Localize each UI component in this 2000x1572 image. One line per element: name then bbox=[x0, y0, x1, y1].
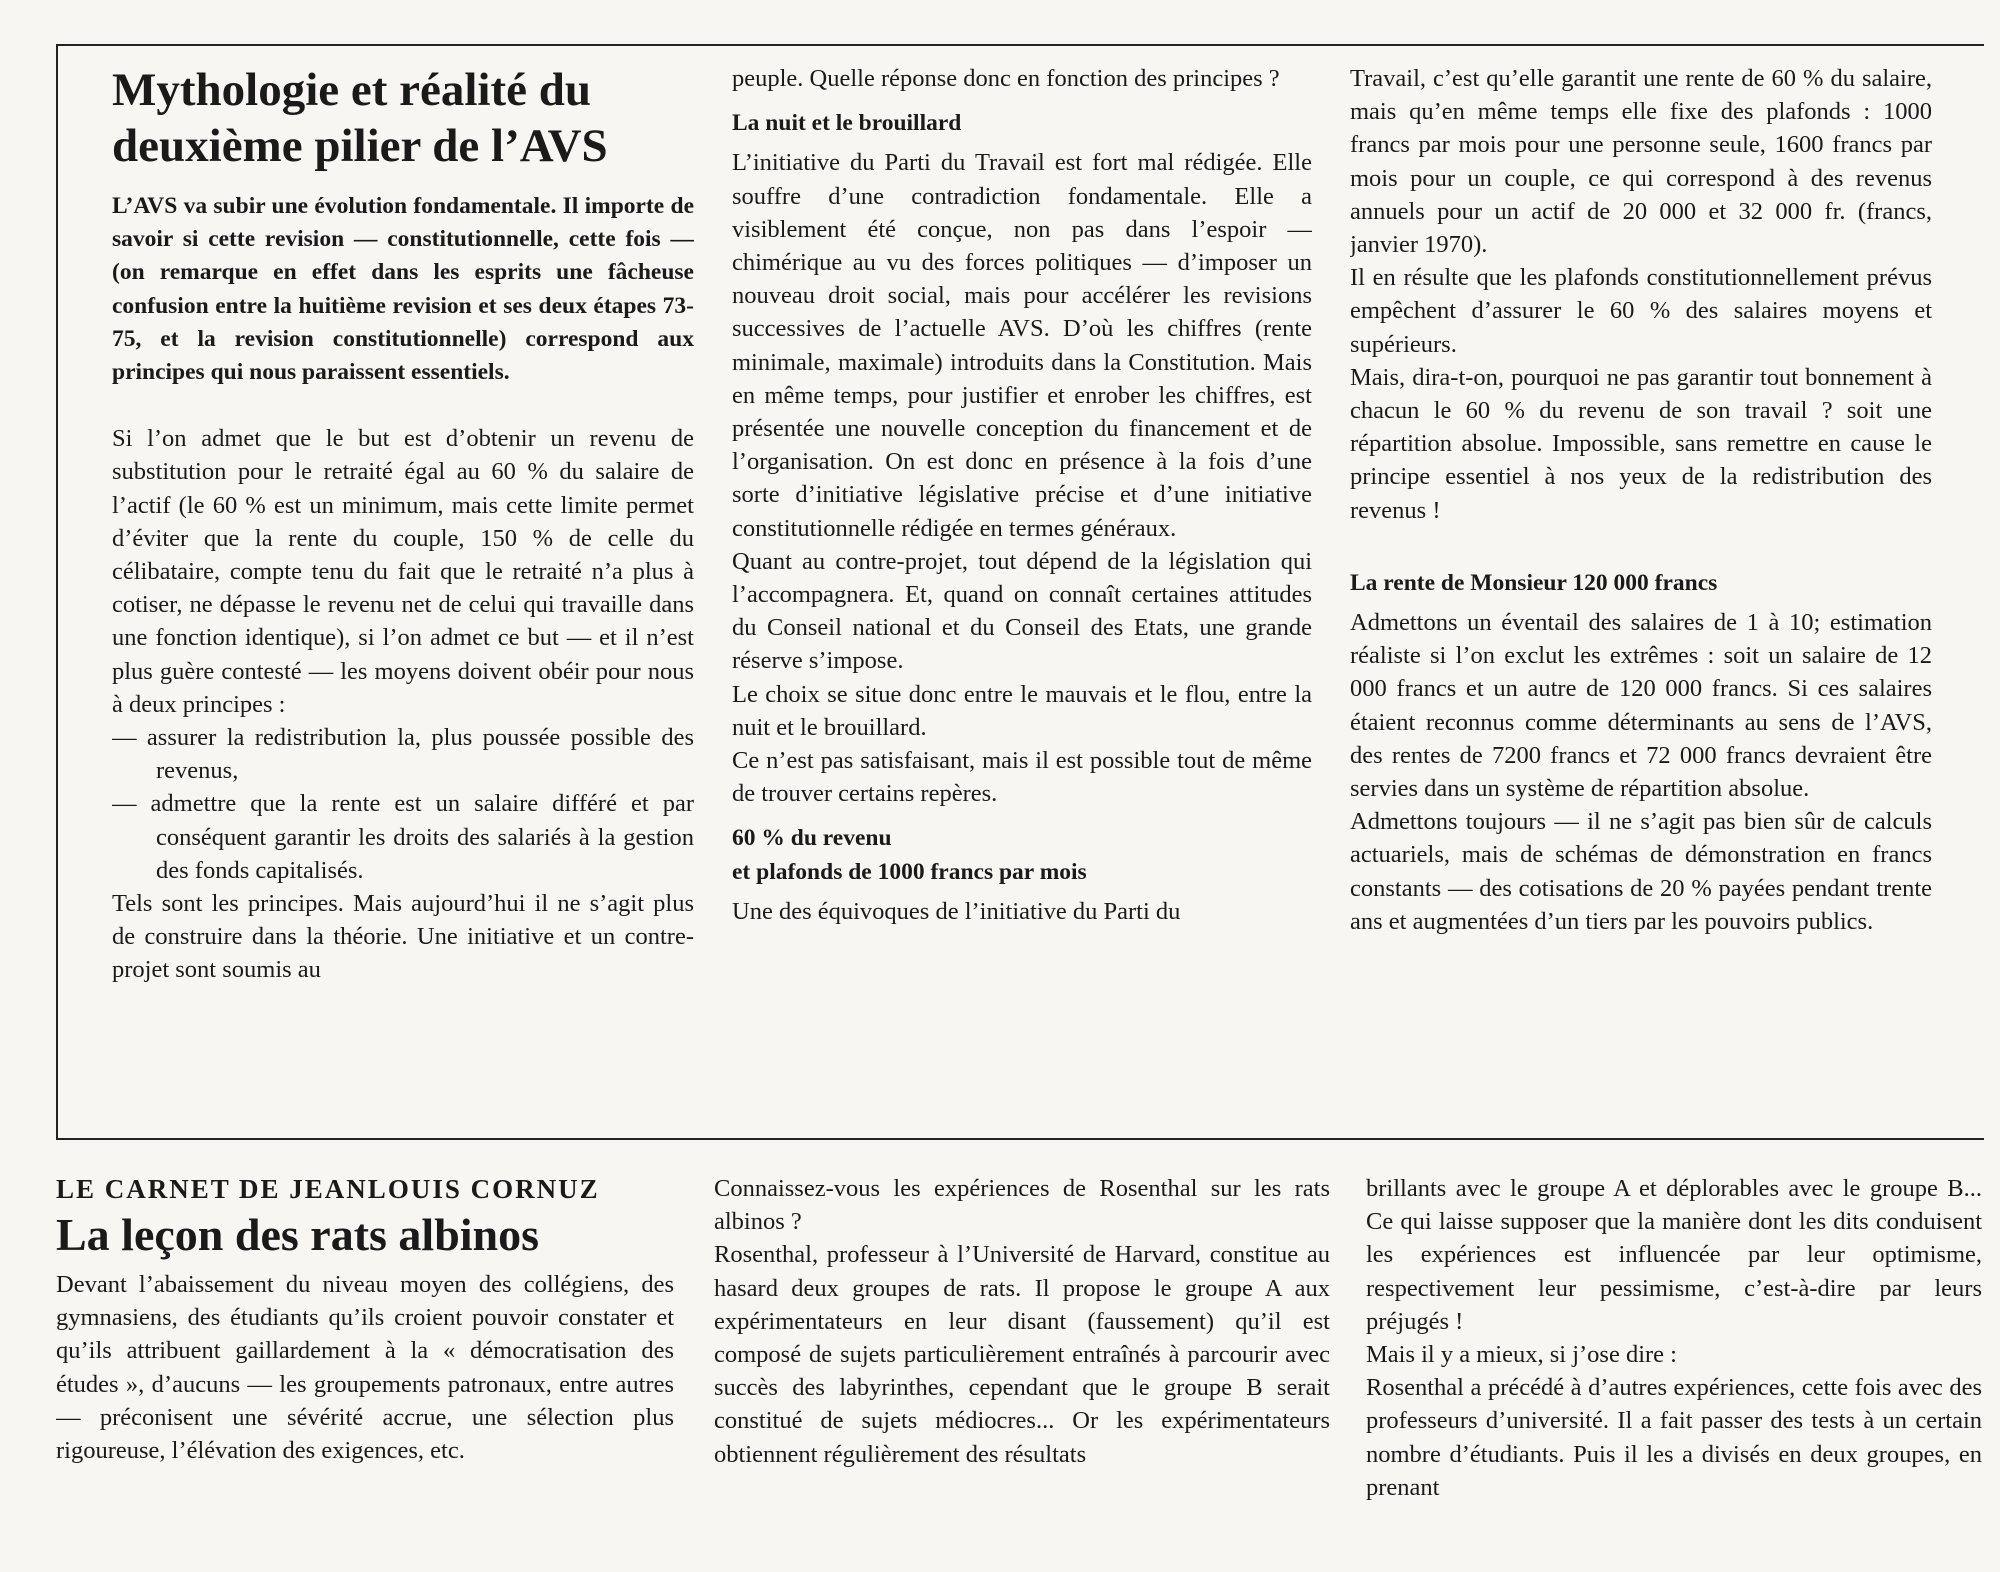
subheading: La rente de Monsieur 120 000 francs bbox=[1350, 569, 1718, 596]
article1-column-2 bbox=[732, 62, 1312, 1128]
paragraph: Le choix se situe donc entre le mauvais et le flou, entre la nuit et le brouillard. bbox=[732, 680, 1312, 741]
paragraph: brillants avec le groupe A et déplorables avec le groupe B... Ce qui laisse supposer que la manière dont les dits conduisent les expériences est influencée par leur optimisme, respectivement leur pessimisme, c’est-à-dire par leurs préjugés ! bbox=[1366, 1175, 1982, 1335]
paragraph: Mais il y a mieux, si j’ose dire : bbox=[1366, 1341, 1677, 1369]
paragraph: Devant l’abaissement du niveau moyen des collégiens, des gymnasiens, des étudiants qu’ils croient pouvoir constater et qu’ils attribuent gaillardement à la « démocratisation des études », d’aucuns — les groupements patronaux, entre autres — préconisent une sévérité accrue, une sélection plus rigoureuse, l’élévation des exigences, etc. bbox=[56, 1271, 674, 1465]
article1-title-line2: deuxième pilier de l’AVS bbox=[112, 120, 608, 172]
paragraph: peuple. Quelle réponse donc en fonction des principes ? bbox=[732, 65, 1280, 92]
paragraph: Mais, dira-t-on, pourquoi ne pas garantir tout bonnement à chacun le 60 % du revenu de son travail ? soit une répartition absolue. Impossible, sans remettre en cause le principe essentiel à nos yeux de la redistribution des revenus ! bbox=[1350, 363, 1932, 524]
article1-column-3 bbox=[1350, 62, 1932, 1128]
paragraph: Ce n’est pas satisfaisant, mais il est possible tout de même de trouver certains repères. bbox=[732, 747, 1312, 808]
paragraph: Admettons toujours — il ne s’agit pas bien sûr de calculs actuariels, mais de schémas de démonstration en francs constants — des cotisations de 20 % payées pendant trente ans et augmentées d’un tiers par les pouvoirs publics. bbox=[1350, 808, 1932, 935]
paragraph: Si l’on admet que le but est d’obtenir un revenu de substitution pour le retraité égal au 60 % du salaire de l’actif (le 60 % est un minimum, mais cette limite permet d’éviter que la rente du couple, 150 % de celle du célibataire, compte tenu du fait que le retraité n’a plus à cotiser, ne dépasse le revenu net de celui qui travaille dans une fonction identique), si l’on admet ce but — et il n’est plus guère contesté — les moyens doivent obéir pour nous à deux principes : bbox=[112, 425, 694, 718]
subheading: La nuit et le brouillard bbox=[732, 110, 962, 137]
paragraph: Connaissez-vous les expériences de Rosenthal sur les rats albinos ? bbox=[714, 1175, 1330, 1236]
subheading bbox=[732, 822, 1312, 888]
article2-column-3 bbox=[1366, 1172, 1982, 1572]
paragraph: L’initiative du Parti du Travail est fort mal rédigée. Elle souffre d’une contradiction fondamentale. Elle a visiblement été conçue, non pas dans l’espoir — chimérique au vu des forces politiques — d’imposer un nouveau droit social, mais pour accélérer les revisions successives de l’actuelle AVS. D’où les chiffres (rente minimale, maximale) introduits dans la Constitution. Mais en même temps, pour justifier et enrober les chiffres, est présentée une nouvelle conception du financement et de l’organisation. On est donc en présence à la fois d’une sorte d’initiative législative précise et d’une initiative constitutionnelle rédigée en termes généraux. bbox=[732, 149, 1312, 542]
paragraph: Rosenthal, professeur à l’Université de Harvard, constitue au hasard deux groupes de rats. Il propose le groupe A aux expérimentateurs en leur disant (faussement) qu’il est composé de sujets particulièrement entraînés à parcourir avec succès des labyrinthes, cependant que le groupe B serait constitué de sujets médiocres... Or les expérimentateurs obtiennent régulièrement des résultats bbox=[714, 1241, 1330, 1468]
article2-column-2 bbox=[714, 1172, 1330, 1572]
subheading-line1: 60 % du revenu bbox=[732, 825, 892, 852]
subheading-line2: et plafonds de 1000 francs par mois bbox=[732, 858, 1087, 885]
article1-title-line1: Mythologie et réalité du bbox=[112, 64, 592, 116]
article2-title: La leçon des rats albinos bbox=[56, 1209, 540, 1260]
article1-column-1 bbox=[112, 62, 694, 1128]
article2-column-1 bbox=[56, 1172, 674, 1572]
article1-title bbox=[112, 62, 694, 174]
paragraph: Une des équivoques de l’initiative du Parti du bbox=[732, 897, 1181, 925]
paragraph: Admettons un éventail des salaires de 1 à 10; estimation réaliste si l’on exclut les extrêmes : soit un salaire de 12 000 francs et un autre de 120 000 francs. Si ces salaires étaient reconnus comme déterminants au sens de l’AVS, des rentes de 7200 francs et 72 000 francs devraient être servies dans un système de répartition absolue. bbox=[1350, 609, 1932, 803]
paragraph: Rosenthal a précédé à d’autres expériences, cette fois avec des professeurs d’université. Il a fait passer des tests à un certain nombre d’étudiants. Puis il les a divisés en deux groupes, en prenant bbox=[1366, 1374, 1982, 1501]
paragraph: Quant au contre-projet, tout dépend de la législation qui l’accompagnera. Et, quand on connaît certaines attitudes du Conseil national et du Conseil des Etats, une grande réserve s’impose. bbox=[732, 547, 1312, 675]
dash-item: — assurer la redistribution la, plus poussée possible des revenus, bbox=[112, 724, 694, 785]
article2-kicker: LE CARNET DE JEANLOUIS CORNUZ bbox=[56, 1174, 600, 1204]
article1-chapeau: L’AVS va subir une évolution fondamentale. Il importe de savoir si cette revision — constitutionnelle, cette fois — (on remarque en effet dans les esprits une fâcheuse confusion entre la huitième revision et ses deux étapes 73-75, et la revision constitutionnelle) correspond aux principes qui nous paraissent essentiels. bbox=[112, 193, 694, 386]
paragraph: Travail, c’est qu’elle garantit une rente de 60 % du salaire, mais qu’en même temps elle fixe des plafonds : 1000 francs par mois pour une personne seule, 1600 francs par mois pour un couple, ce qui correspond à des revenus annuels pour un actif de 20 000 et 32 000 fr. (francs, janvier 1970). bbox=[1350, 65, 1932, 259]
dash-item: — admettre que la rente est un salaire différé et par conséquent garantir les droits des salariés à la gestion des fonds capitalisés. bbox=[112, 790, 694, 884]
paragraph: Tels sont les principes. Mais aujourd’hui il ne s’agit plus de construire dans la théorie. Une initiative et un contre-projet sont soumis au bbox=[112, 890, 694, 984]
paragraph: Il en résulte que les plafonds constitutionnellement prévus empêchent d’assurer le 60 % des salaires moyens et supérieurs. bbox=[1350, 264, 1932, 358]
